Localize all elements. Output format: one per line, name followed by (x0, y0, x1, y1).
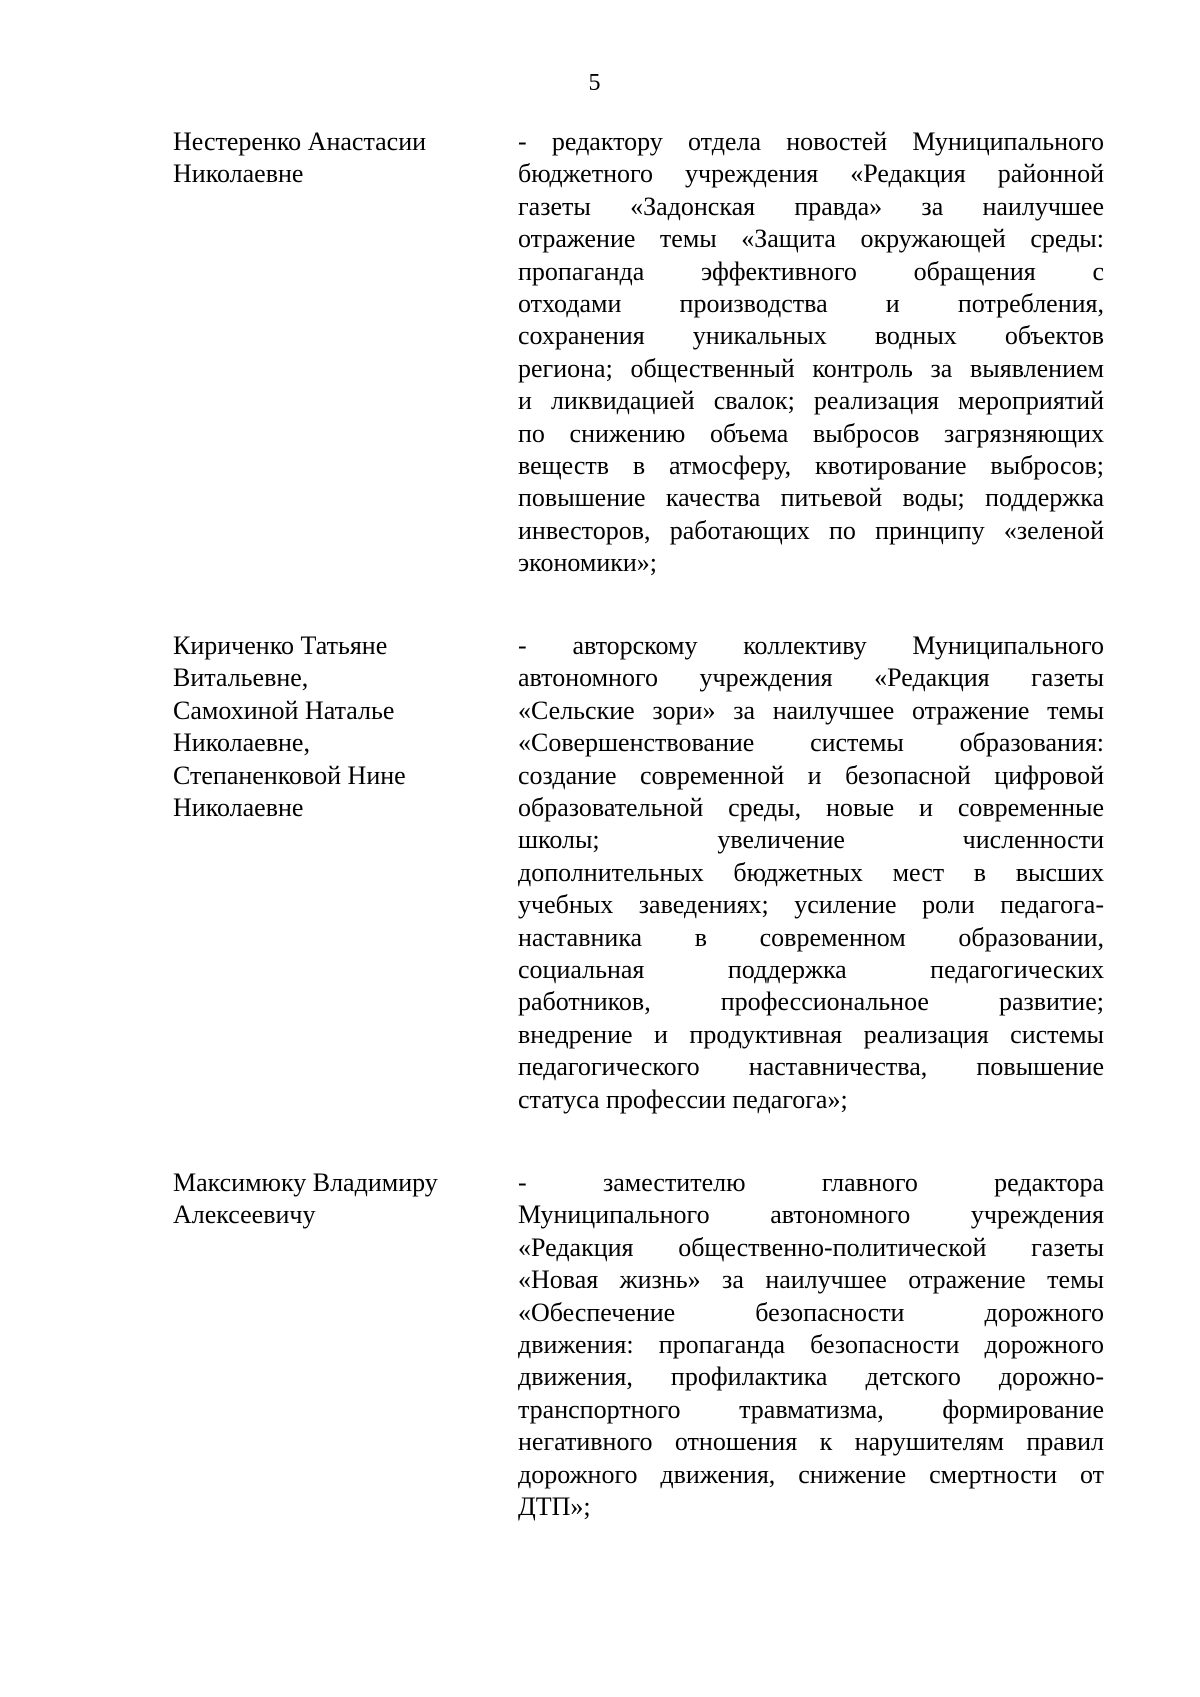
description-line: «Редакция общественно-политической газеты (518, 1232, 1104, 1262)
recipient-name-line: Степаненковой Нине (173, 760, 406, 790)
recipient-name (173, 630, 473, 824)
description-line: социальная поддержка педагогических (518, 955, 1104, 985)
description-line: «Совершенствование системы образования: (518, 728, 1104, 758)
recipient-name-line: Николаевне (173, 793, 304, 823)
description-line: «Обеспечение безопасности дорожного (518, 1297, 1104, 1327)
description-line: транспортного травматизма, формирование (518, 1394, 1104, 1424)
description-line: по снижению объема выбросов загрязняющих (518, 418, 1104, 448)
recipient-name-line: Кириченко Татьяне (173, 631, 388, 660)
award-description (518, 126, 1104, 580)
description-line: работников, профессиональное развитие; (518, 987, 1104, 1017)
recipient-name-line: Нестеренко Анастасии (173, 127, 427, 156)
page-number: 5 (588, 70, 601, 96)
description-line: внедрение и продуктивная реализация системы (518, 1019, 1104, 1049)
description-line: статуса профессии педагога»; (518, 1084, 848, 1114)
description-line: инвесторов, работающих по принципу «зеленой (518, 515, 1104, 545)
description-line: веществ в атмосферу, квотирование выбросов; (518, 451, 1104, 481)
recipient-name (173, 126, 473, 191)
description-line: дорожного движения, снижение смертности от (518, 1459, 1104, 1489)
award-description (518, 1167, 1104, 1523)
description-line: учебных заведениях; усиление роли педагога- (518, 890, 1104, 920)
description-line: движения: пропаганда безопасности дорожного (518, 1330, 1104, 1360)
description-line: сохранения уникальных водных объектов (518, 321, 1104, 351)
recipient-name-line: Витальевне, (173, 663, 309, 693)
description-line: движения, профилактика детского дорожно- (518, 1362, 1104, 1392)
award-description (518, 630, 1104, 1116)
description-line: «Новая жизнь» за наилучшее отражение темы (518, 1265, 1104, 1295)
description-line: отражение темы «Защита окружающей среды: (518, 224, 1104, 254)
description-line: отходами производства и потребления, (518, 289, 1104, 319)
description-line: образовательной среды, новые и современные (518, 793, 1104, 823)
description-line: и ликвидацией свалок; реализация мероприятий (518, 386, 1104, 416)
description-line: педагогического наставничества, повышение (518, 1052, 1104, 1082)
description-line: газеты «Задонская правда» за наилучшее (518, 191, 1104, 221)
recipient-name-line: Николаевне (173, 159, 304, 189)
description-line: бюджетного учреждения «Редакция районной (518, 159, 1104, 189)
recipient-name-line: Алексеевичу (173, 1200, 316, 1230)
description-line: автономного учреждения «Редакция газеты (518, 663, 1104, 693)
description-line: - редактору отдела новостей Муниципального (518, 127, 1104, 156)
description-line: - авторскому коллективу Муниципального (518, 631, 1104, 660)
description-line: региона; общественный контроль за выявлением (518, 353, 1104, 383)
description-line: «Сельские зори» за наилучшее отражение темы (518, 695, 1104, 725)
description-line: негативного отношения к нарушителям правил (518, 1427, 1104, 1457)
description-line: наставника в современном образовании, (518, 922, 1104, 952)
description-line: пропаганда эффективного обращения с (518, 256, 1104, 286)
recipient-name-line: Николаевне, (173, 728, 310, 758)
recipient-name-line: Максимюку Владимиру (173, 1168, 438, 1197)
description-line: - заместителю главного редактора (518, 1168, 1104, 1197)
description-line: Муниципального автономного учреждения (518, 1200, 1104, 1230)
recipient-name-line: Самохиной Наталье (173, 695, 395, 725)
recipient-name (173, 1167, 473, 1232)
description-line: ДТП»; (518, 1492, 591, 1522)
description-line: экономики»; (518, 548, 658, 578)
description-line: повышение качества питьевой воды; поддержка (518, 483, 1104, 513)
description-line: школы; увеличение численности (518, 825, 1104, 855)
description-line: дополнительных бюджетных мест в высших (518, 857, 1104, 887)
description-line: создание современной и безопасной цифровой (518, 760, 1104, 790)
